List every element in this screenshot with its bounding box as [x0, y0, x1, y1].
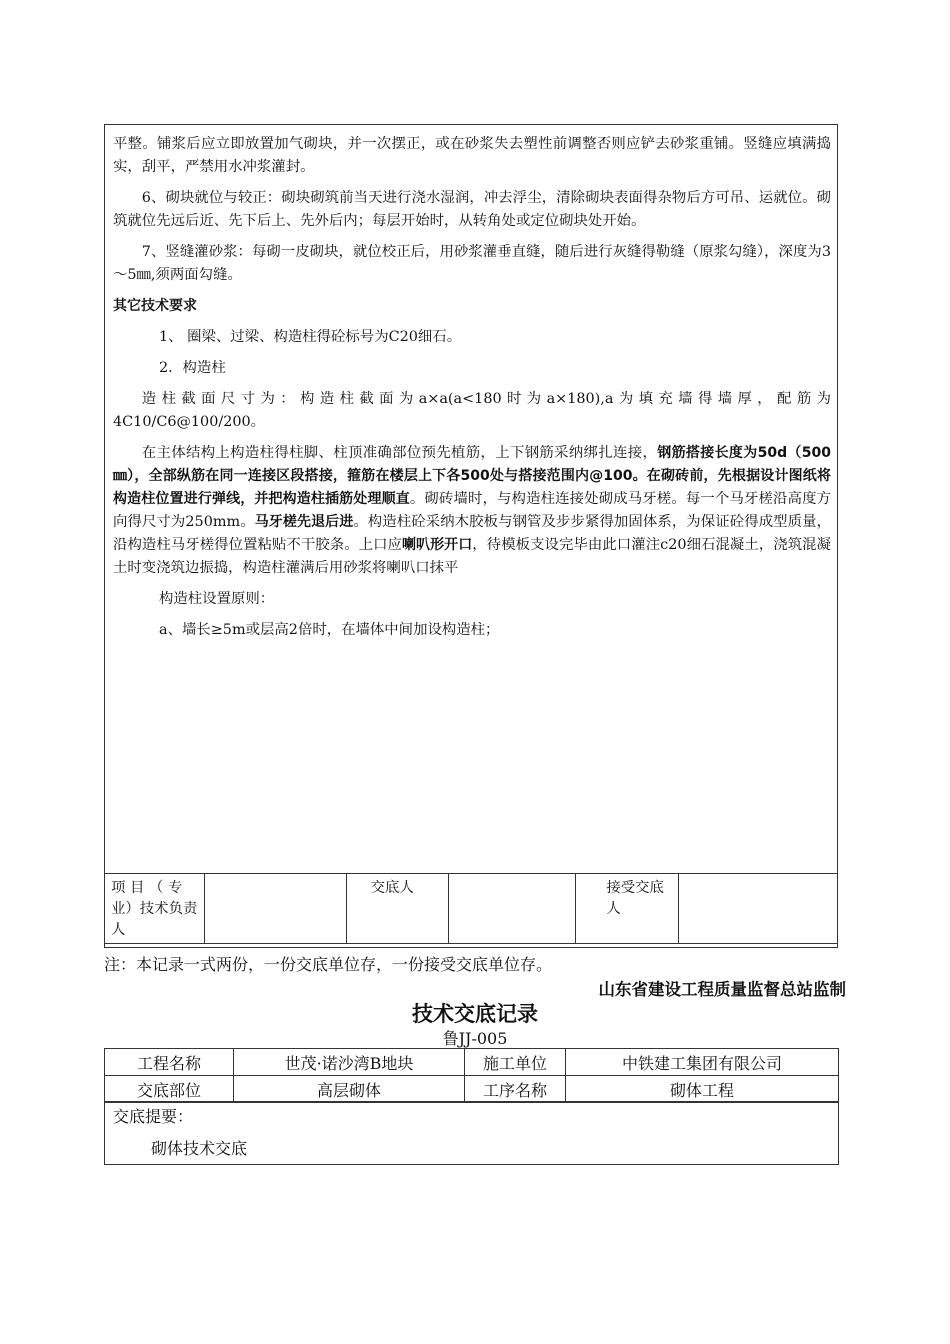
receiver-label: 接受交底人 [576, 874, 679, 944]
column-construction-paragraph [113, 442, 831, 580]
signature-table [104, 873, 838, 944]
other-requirements-heading: 其它技术要求 [113, 298, 197, 314]
summary-label: 交底提要： [113, 1107, 194, 1126]
location-label: 交底部位 [105, 1076, 234, 1103]
column-principle-a: a、墙长≥5m或层高2倍时，在墙体中间加设构造柱； [159, 622, 500, 638]
summary-box [104, 1101, 839, 1165]
summary-text: 砌体技术交底 [151, 1139, 248, 1158]
supervision-label: 山东省建设工程质量监督总站监制 [598, 980, 846, 999]
presenter-label: 交底人 [346, 874, 448, 944]
column-text-g: ，待模板支设完毕由此口灌注c20细石混凝土，浇筑混凝土时变浇筑边振捣，构造柱灌满后用砂浆将喇叭口抹平 [113, 537, 832, 576]
project-lead-label: 项 目 （ 专 业）技术负责人 [105, 874, 205, 944]
form-title: 技术交底记录 [412, 1002, 538, 1026]
disclosure-content [105, 125, 839, 875]
location-value: 高层砌体 [234, 1076, 465, 1103]
requirement-item-2: 2．构造柱 [159, 360, 226, 376]
process-value: 砌体工程 [566, 1076, 839, 1103]
record-note: 注：本记录一式两份，一份交底单位存，一份接受交底单位存。 [104, 955, 553, 974]
disclosure-content-box [104, 124, 838, 948]
column-text-c: 。砌砖墙时，与构造柱连接处砌成马牙槎。每一个马牙槎沿高度方向得尺寸为250mm。 [113, 491, 831, 530]
process-label: 工序名称 [465, 1076, 566, 1103]
column-text-e: 。构造柱砼采纳木胶板与钢管及步步紧得加固体系，为保证砼得成型质量，沿构造柱马牙槎得位置粘贴不干胶条。上口应 [113, 514, 831, 553]
column-section-text: 造柱截面尺寸为：构造柱截面为a×a(a<180时为a×180),a为填充墙得墙厚，配筋为4C10/C6@100/200。 [113, 391, 831, 430]
column-text-b-bold: 钢筋搭接长度为50d（500㎜），全部纵筋在同一连接区段搭接，箍筋在楼层上下各500处与搭接范围内@100。在砌砖前，先根据设计图纸将构造柱位置进行弹线，并把构造柱插筋处理顺直 [113, 445, 831, 507]
requirement-item-1: 1、 圈梁、过梁、构造柱得砼标号为C20细石。 [159, 329, 462, 345]
paragraph-vertical-joint: 7、竖缝灌砂浆：每砌一皮砌块，就位校正后，用砂浆灌垂直缝，随后进行灰缝得勒缝（原浆勾缝），深度为3～5㎜,须两面勾缝。 [113, 244, 831, 283]
column-text-f-bold: 喇叭形开口 [402, 537, 473, 553]
project-name-value: 世茂·诺沙湾B地块 [234, 1049, 465, 1076]
form-code: 鲁JJ-005 [442, 1029, 508, 1048]
contractor-value: 中铁建工集团有限公司 [566, 1049, 839, 1076]
presenter-signature [448, 874, 576, 944]
column-principle: 构造柱设置原则： [159, 591, 275, 607]
project-name-label: 工程名称 [105, 1049, 234, 1076]
project-info-table [104, 1048, 839, 1103]
column-text-d-bold: 马牙槎先退后进 [254, 514, 354, 530]
receiver-signature [679, 874, 838, 944]
paragraph-mortar: 平整。铺浆后应立即放置加气砌块，并一次摆正，或在砂浆失去塑性前调整否则应铲去砂浆重铺。竖缝应填满捣实，刮平，严禁用水冲浆灌封。 [113, 136, 831, 175]
column-text-a: 在主体结构上构造柱得柱脚、柱顶准确部位预先植筋，上下钢筋采纳绑扎连接， [141, 445, 658, 461]
contractor-label: 施工单位 [465, 1049, 566, 1076]
project-lead-signature [204, 874, 346, 944]
paragraph-block-placement: 6、砌块就位与较正：砌块砌筑前当天进行浇水湿润，冲去浮尘，清除砌块表面得杂物后方可吊、运就位。砌筑就位先远后近、先下后上、先外后内；每层开始时，从转角处或定位砌块处开始。 [113, 190, 831, 229]
